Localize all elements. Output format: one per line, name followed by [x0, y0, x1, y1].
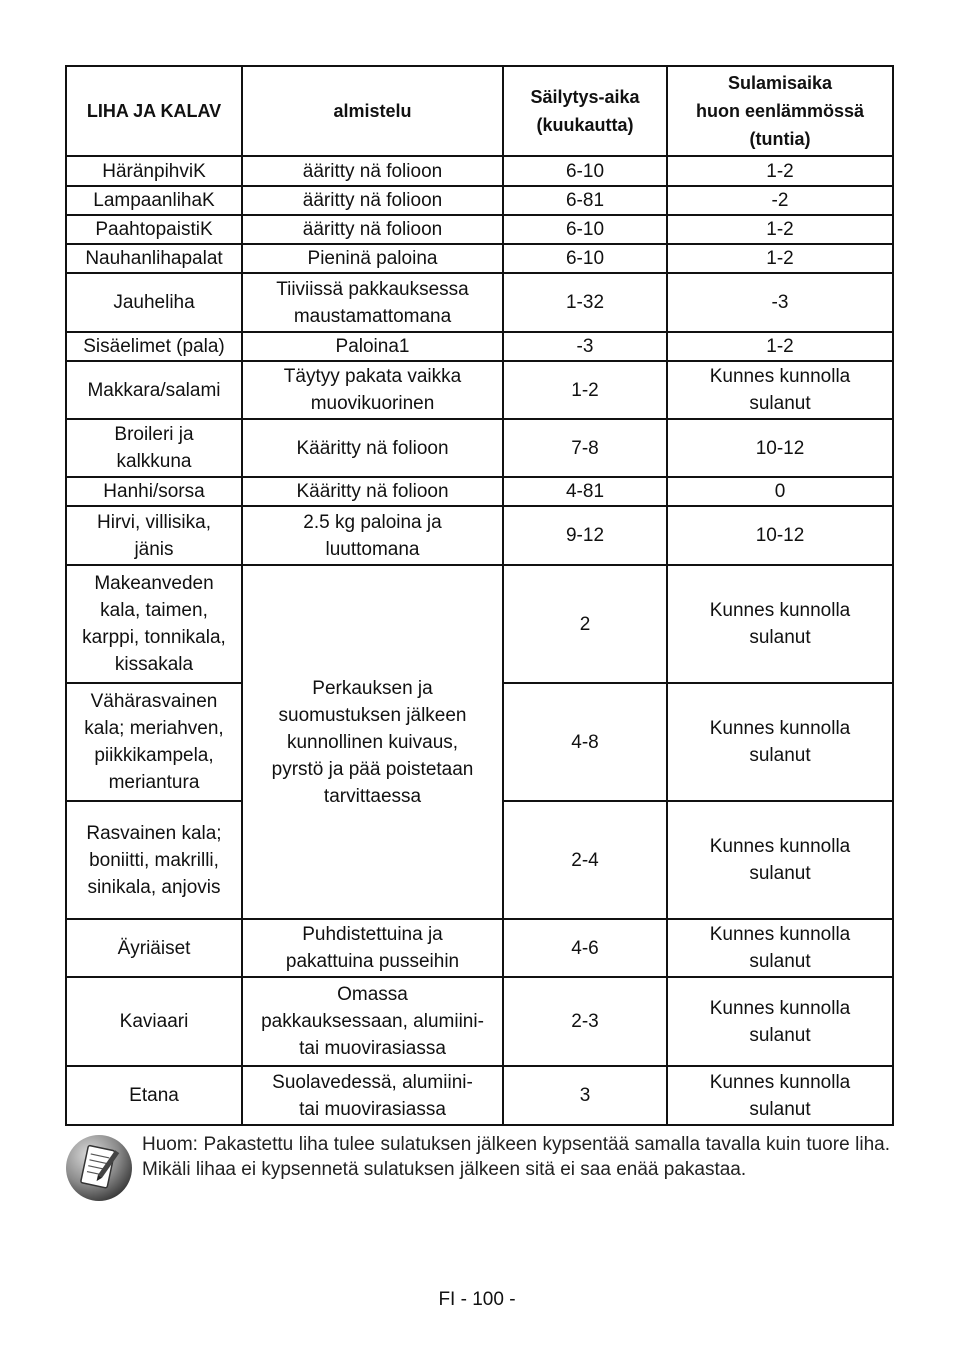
page-number: FI - 100 -: [438, 1289, 516, 1310]
table-row: [66, 977, 893, 1066]
preparation: Suolavedessä, alumiini- tai muovirasiassa: [242, 1066, 503, 1125]
storage-time: 4-6: [503, 919, 667, 977]
table-row: [66, 1066, 893, 1125]
preparation: Paloina1: [242, 332, 503, 361]
thaw-time: 1-2: [667, 244, 893, 273]
thaw-time: 10-12: [667, 419, 893, 477]
thaw-time: Kunnes kunnolla sulanut: [667, 1066, 893, 1125]
table-row: [66, 919, 893, 977]
thaw-time: 1-2: [667, 156, 893, 186]
food-name: Jauheliha: [66, 273, 242, 332]
storage-time: 6-10: [503, 244, 667, 273]
thaw-time: Kunnes kunnolla sulanut: [667, 565, 893, 683]
food-name: Makeanveden kala, taimen, karppi, tonnikala, kissakala: [66, 565, 242, 683]
storage-time: 4-8: [503, 683, 667, 801]
table-row: [66, 273, 893, 332]
storage-time: 7-8: [503, 419, 667, 477]
thaw-time: Kunnes kunnolla sulanut: [667, 977, 893, 1066]
food-name: Etana: [66, 1066, 242, 1125]
storage-time: 3: [503, 1066, 667, 1125]
food-name: Rasvainen kala; boniitti, makrilli, sinikala, anjovis: [66, 801, 242, 919]
table-row: [66, 565, 893, 683]
preparation: Tiiviissä pakkauksessa maustamattomana: [242, 273, 503, 332]
table-row: [66, 215, 893, 244]
food-name: Broileri ja kalkkuna: [66, 419, 242, 477]
table-row: [66, 156, 893, 186]
table-row: [66, 244, 893, 273]
food-name: Hanhi/sorsa: [66, 477, 242, 506]
header-preparation: almistelu: [242, 66, 503, 156]
thaw-time: 1-2: [667, 332, 893, 361]
preparation: Kääritty nä folioon: [242, 419, 503, 477]
thaw-time: Kunnes kunnolla sulanut: [667, 801, 893, 919]
thaw-time: -2: [667, 186, 893, 215]
thaw-time: Kunnes kunnolla sulanut: [667, 683, 893, 801]
thaw-time: Kunnes kunnolla sulanut: [667, 361, 893, 419]
storage-time: 6-81: [503, 186, 667, 215]
note-box: [65, 1132, 892, 1212]
storage-time: 2-4: [503, 801, 667, 919]
food-name: Nauhanlihapalat: [66, 244, 242, 273]
preparation: ääritty nä folioon: [242, 186, 503, 215]
storage-table: [65, 65, 894, 1126]
food-name: Vähärasvainen kala; meriahven, piikkikampela, meriantura: [66, 683, 242, 801]
fish-preparation: Perkauksen ja suomustuksen jälkeen kunnollinen kuivaus, pyrstö ja pää poistetaan tarvittaessa: [242, 565, 503, 919]
storage-time: 1-2: [503, 361, 667, 419]
food-name: LampaanlihaK: [66, 186, 242, 215]
preparation: Pieninä paloina: [242, 244, 503, 273]
preparation: Täytyy pakata vaikka muovikuorinen: [242, 361, 503, 419]
header-storage-time: Säilytys-aika (kuukautta): [503, 66, 667, 156]
food-name: Kaviaari: [66, 977, 242, 1066]
thaw-time: 0: [667, 477, 893, 506]
preparation: Puhdistettuina ja pakattuina pusseihin: [242, 919, 503, 977]
food-name: Sisäelimet (pala): [66, 332, 242, 361]
preparation: Omassa pakkauksessaan, alumiini- tai muovirasiassa: [242, 977, 503, 1066]
food-name: Makkara/salami: [66, 361, 242, 419]
header-thaw-time: Sulamisaika huon eenlämmössä (tuntia): [667, 66, 893, 156]
storage-time: 2: [503, 565, 667, 683]
table-row: [66, 361, 893, 419]
thaw-time: 1-2: [667, 215, 893, 244]
thaw-time: Kunnes kunnolla sulanut: [667, 919, 893, 977]
preparation: 2.5 kg paloina ja luuttomana: [242, 506, 503, 565]
storage-time: 9-12: [503, 506, 667, 565]
food-name: PaahtopaistiK: [66, 215, 242, 244]
notepad-pencil-icon: [65, 1134, 133, 1202]
storage-time: 6-10: [503, 215, 667, 244]
header-meat-fish: LIHA JA KALAV: [66, 66, 242, 156]
header-row: [66, 66, 893, 156]
storage-time: -3: [503, 332, 667, 361]
preparation: ääritty nä folioon: [242, 156, 503, 186]
storage-time: 2-3: [503, 977, 667, 1066]
note-text: Huom: Pakastettu liha tulee sulatuksen jälkeen kypsentää samalla tavalla kuin tuore liha. Mikäli lihaa ei kypsennetä sulatuksen jälkeen sitä ei saa enää pakastaa.: [142, 1134, 890, 1180]
table-row: [66, 419, 893, 477]
table-row: [66, 332, 893, 361]
food-name: Äyriäiset: [66, 919, 242, 977]
food-name: HäränpihviK: [66, 156, 242, 186]
table-row: [66, 477, 893, 506]
thaw-time: 10-12: [667, 506, 893, 565]
thaw-time: -3: [667, 273, 893, 332]
food-name: Hirvi, villisika, jänis: [66, 506, 242, 565]
preparation: Kääritty nä folioon: [242, 477, 503, 506]
storage-time: 4-81: [503, 477, 667, 506]
table-row: [66, 186, 893, 215]
table-row: [66, 506, 893, 565]
storage-time: 6-10: [503, 156, 667, 186]
storage-time: 1-32: [503, 273, 667, 332]
preparation: ääritty nä folioon: [242, 215, 503, 244]
